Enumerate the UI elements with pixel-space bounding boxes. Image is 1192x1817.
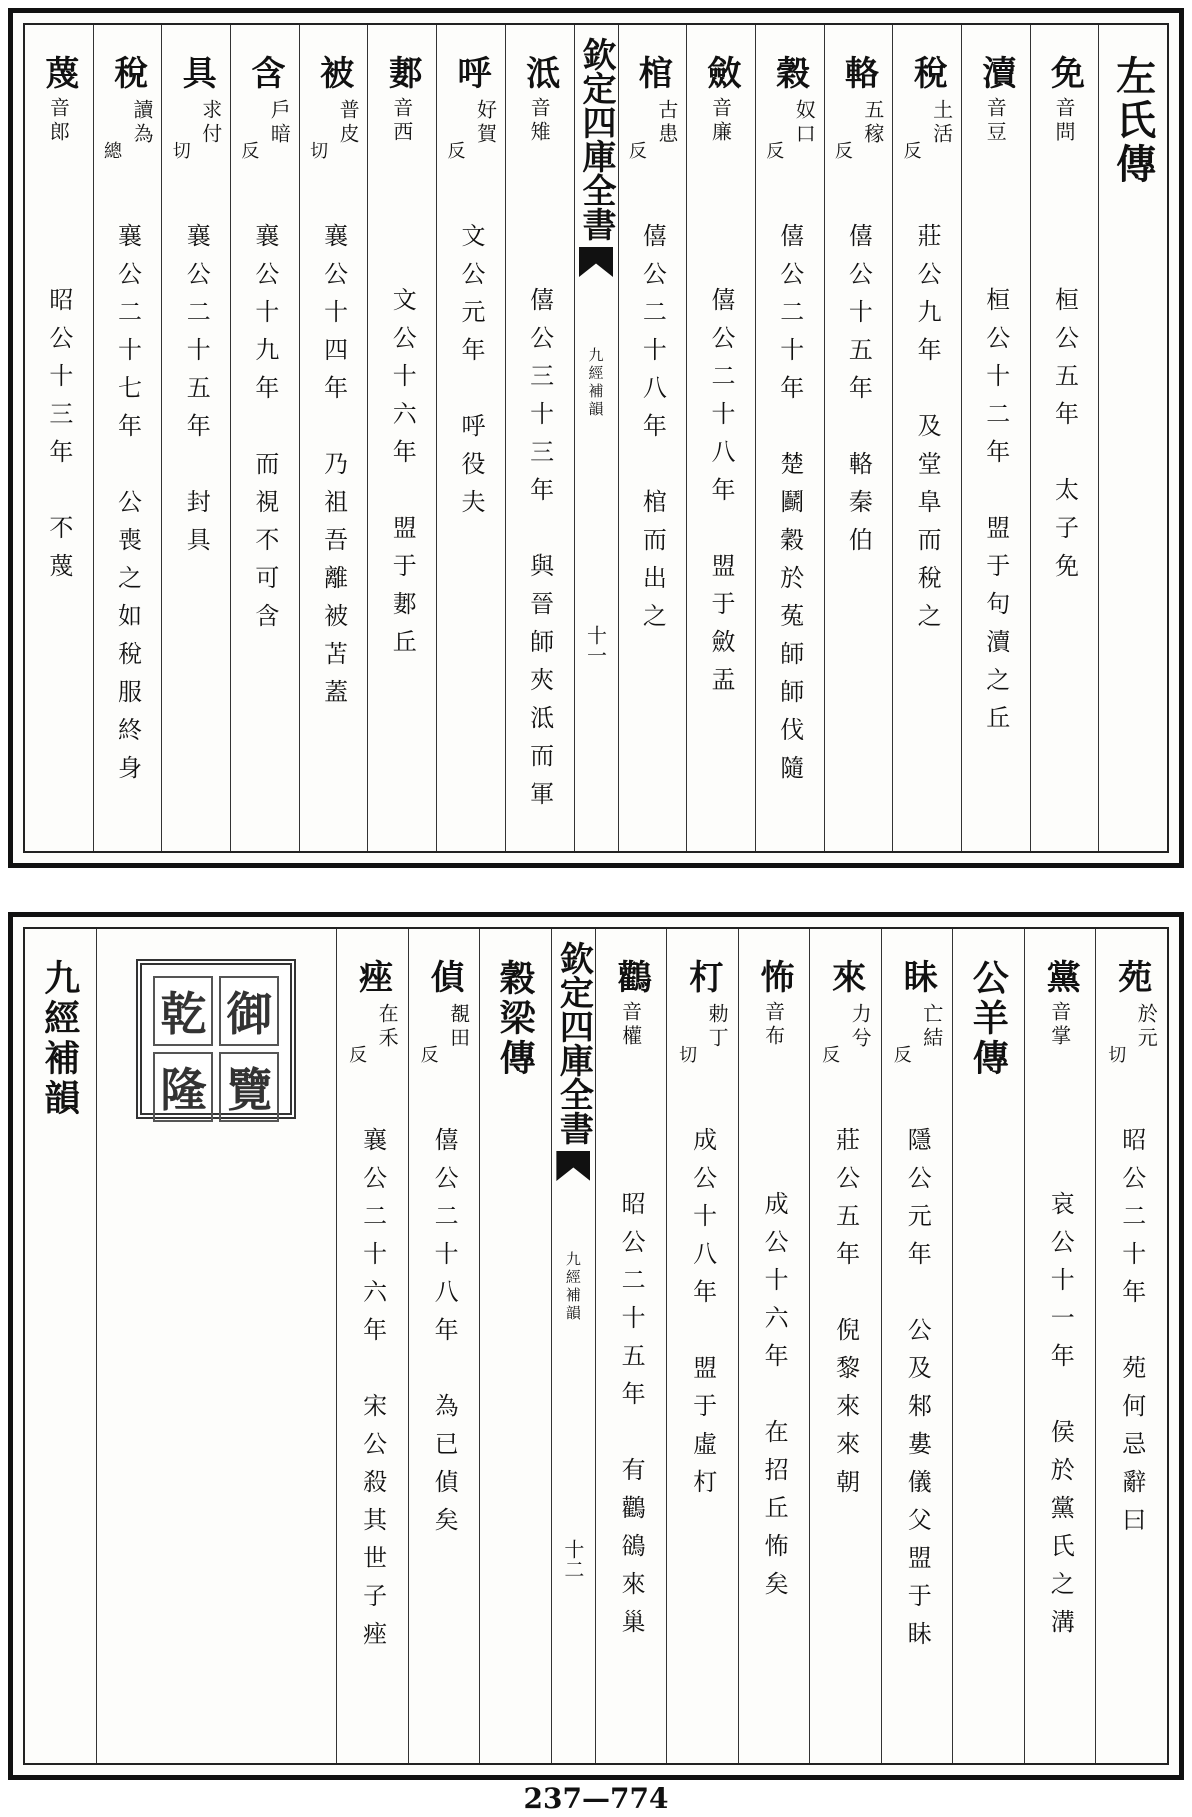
entry-head: 痤 (352, 959, 393, 995)
entry-head: 泜 (519, 55, 560, 91)
entry-head: 被 (313, 55, 354, 91)
entry-gloss-sub: 反 (625, 141, 647, 163)
fold-title: 欽定四庫全書 (576, 37, 616, 241)
fold-leaf-number: 十一 (583, 625, 608, 665)
entry-head: 黨 (1040, 959, 1081, 995)
entry-column (618, 25, 687, 851)
fold-book-name: 九經補韻 (563, 1251, 582, 1323)
entry-gloss-sub: 反 (819, 1045, 841, 1067)
fishtail-mark-icon (556, 1151, 590, 1181)
entry-column (161, 25, 230, 851)
imperial-seal (136, 959, 296, 1119)
entry-text: 昭公二十年 苑何忌辭曰 (1117, 1127, 1146, 1545)
entry-gloss-sub: 反 (346, 1045, 368, 1067)
entry-column (367, 25, 436, 851)
entry-column (93, 25, 162, 851)
entry-gloss: 於元 (1134, 1003, 1159, 1051)
entry-column (1030, 25, 1099, 851)
seal-character: 隆 (153, 1052, 213, 1122)
fold-leaf-number: 十二 (560, 1539, 585, 1579)
entry-gloss-sub: 反 (890, 1045, 912, 1067)
entry-column (824, 25, 893, 851)
entry-head: 眛 (897, 959, 938, 995)
entry-gloss: 求付 (198, 99, 223, 147)
entry-gloss: 音廉 (708, 97, 733, 145)
fold-title: 欽定四庫全書 (553, 941, 594, 1145)
entry-gloss: 奴口 (792, 99, 817, 147)
seal-column (96, 929, 337, 1763)
entry-column (299, 25, 368, 851)
entry-gloss-sub: 反 (417, 1045, 439, 1067)
section-title-guliang: 穀梁傳 (494, 959, 537, 1079)
entry-column (881, 929, 953, 1763)
entry-head: 蔑 (38, 55, 79, 91)
seal-character: 御 (219, 976, 279, 1046)
seal-character: 乾 (153, 976, 213, 1046)
page-number: 237—774 (523, 1782, 669, 1815)
entry-text: 文公元年 呼役夫 (456, 223, 485, 527)
entry-column (686, 25, 755, 851)
entry-gloss: 在禾 (375, 1003, 400, 1051)
entry-head: 郪 (382, 55, 423, 91)
entry-gloss: 土活 (929, 99, 954, 147)
entry-text: 莊公九年 及堂阜而稅之 (913, 223, 942, 641)
book-title-column (1098, 25, 1167, 851)
entry-gloss-sub: 反 (900, 141, 922, 163)
entry-text: 昭公十三年 不蔑 (44, 287, 73, 591)
entry-text: 僖公二十八年 盟于斂盂 (707, 287, 736, 705)
entry-column (25, 25, 93, 851)
entry-gloss: 讀為 (130, 99, 155, 147)
entry-gloss: 音郎 (46, 97, 71, 145)
entry-gloss: 古患 (654, 99, 679, 147)
entry-head: 稅 (107, 55, 148, 91)
entry-gloss: 戶暗 (267, 99, 292, 147)
entry-gloss: 普皮 (336, 99, 361, 147)
entry-head: 輅 (838, 55, 879, 91)
entry-column (892, 25, 961, 851)
entry-column (595, 929, 667, 1763)
entry-head: 偵 (424, 959, 465, 995)
entry-text: 昭公二十五年 有鸛鵒來巢 (617, 1191, 646, 1647)
bottom-columns (23, 927, 1169, 1765)
entry-gloss: 音權 (618, 1001, 643, 1049)
top-page (8, 8, 1184, 868)
entry-head: 含 (244, 55, 285, 91)
entry-gloss-sub: 反 (444, 141, 466, 163)
entry-gloss: 力兮 (848, 1003, 873, 1051)
entry-column (436, 25, 505, 851)
entry-gloss: 好賀 (473, 99, 498, 147)
top-columns (23, 23, 1169, 853)
entry-gloss: 音豆 (983, 97, 1008, 145)
entry-head: 具 (176, 55, 217, 91)
entry-text: 莊公五年 倪黎來來朝 (831, 1127, 860, 1507)
entry-column (809, 929, 881, 1763)
entry-text: 桓公五年 太子免 (1050, 287, 1079, 591)
entry-head: 穀 (769, 55, 810, 91)
section-column (952, 929, 1024, 1763)
entry-column (738, 929, 810, 1763)
entry-gloss-sub: 切 (676, 1045, 698, 1067)
entry-column (1024, 929, 1096, 1763)
entry-text: 襄公十四年 乃祖吾離被苫蓋 (319, 223, 348, 717)
entry-gloss: 音雉 (527, 97, 552, 145)
entry-column (408, 929, 480, 1763)
entry-text: 襄公二十五年 封具 (182, 223, 211, 565)
entry-text: 襄公二十六年 宋公殺其世子痤 (358, 1127, 387, 1659)
entry-head: 斂 (701, 55, 742, 91)
entry-text: 隱公元年 公及邾婁儀父盟于眛 (903, 1127, 932, 1659)
book-name-column (25, 929, 96, 1763)
entry-head: 怖 (754, 959, 795, 995)
entry-column (1095, 929, 1167, 1763)
entry-column (755, 25, 824, 851)
entry-gloss: 音問 (1051, 97, 1076, 145)
entry-gloss: 五稼 (860, 99, 885, 147)
entry-text: 桓公十二年 盟于句瀆之丘 (981, 287, 1010, 743)
entry-gloss: 勅丁 (705, 1003, 730, 1051)
entry-text: 僖公二十八年 為已偵矣 (430, 1127, 459, 1545)
book-name-footer: 九經補韻 (38, 959, 81, 1119)
entry-head: 免 (1044, 55, 1085, 91)
entry-text: 成公十八年 盟于虛朾 (688, 1127, 717, 1507)
entry-gloss-sub: 切 (307, 141, 329, 163)
entry-gloss-sub: 總 (101, 141, 123, 163)
entry-gloss-sub: 反 (831, 141, 853, 163)
seal-character: 覽 (219, 1052, 279, 1122)
entry-head: 朾 (682, 959, 723, 995)
fold-column (551, 929, 595, 1763)
entry-head: 稅 (907, 55, 948, 91)
book-title: 左氏傳 (1109, 55, 1157, 187)
entry-head: 瀆 (975, 55, 1016, 91)
entry-head: 棺 (632, 55, 673, 91)
entry-text: 文公十六年 盟于郪丘 (388, 287, 417, 667)
entry-gloss: 亡結 (919, 1003, 944, 1051)
entry-head: 呼 (450, 55, 491, 91)
entry-head: 鸛 (611, 959, 652, 995)
entry-text: 襄公二十七年 公喪之如稅服終身 (113, 223, 142, 793)
fold-book-name: 九經補韻 (586, 347, 605, 419)
entry-column (505, 25, 574, 851)
entry-column (336, 929, 408, 1763)
fishtail-mark-icon (579, 247, 613, 277)
bottom-page (8, 912, 1184, 1780)
section-column (479, 929, 551, 1763)
entry-column (961, 25, 1030, 851)
entry-gloss: 音西 (389, 97, 414, 145)
entry-text: 僖公三十三年 與晉師夾泜而軍 (525, 287, 554, 819)
entry-text: 僖公二十八年 棺而出之 (638, 223, 667, 641)
entry-gloss: 覩田 (446, 1003, 471, 1051)
entry-gloss: 音掌 (1047, 1001, 1072, 1049)
entry-column (666, 929, 738, 1763)
entry-gloss-sub: 切 (169, 141, 191, 163)
entry-head: 苑 (1111, 959, 1152, 995)
entry-gloss-sub: 切 (1105, 1045, 1127, 1067)
entry-text: 僖公十五年 輅秦伯 (844, 223, 873, 565)
entry-gloss: 音布 (761, 1001, 786, 1049)
entry-text: 成公十六年 在招丘怖矣 (760, 1191, 789, 1609)
fold-column (574, 25, 618, 851)
entry-column (230, 25, 299, 851)
entry-text: 僖公二十年 楚鬬穀於菟師師伐隨 (775, 223, 804, 793)
entry-gloss-sub: 反 (763, 141, 785, 163)
entry-gloss-sub: 反 (238, 141, 260, 163)
section-title-gongyang: 公羊傳 (967, 959, 1010, 1079)
entry-text: 哀公十一年 侯於黨氏之溝 (1046, 1191, 1075, 1647)
entry-head: 來 (825, 959, 866, 995)
entry-text: 襄公十九年 而視不可含 (250, 223, 279, 641)
